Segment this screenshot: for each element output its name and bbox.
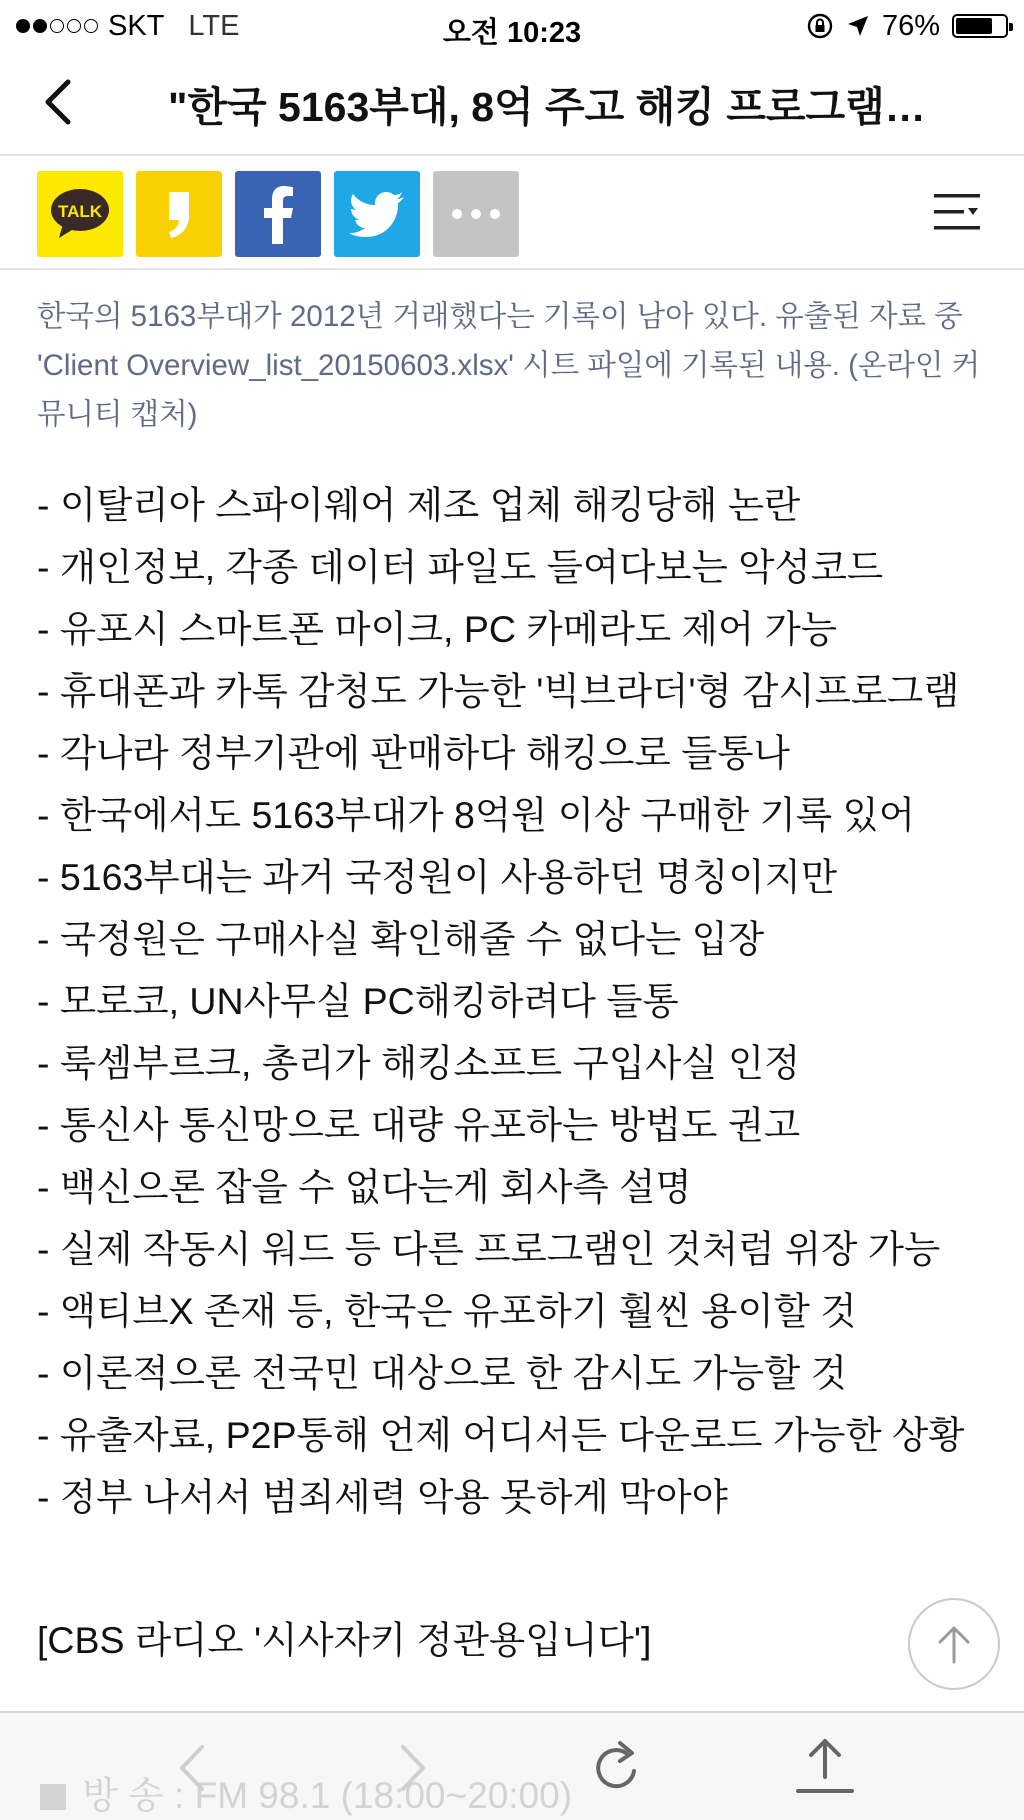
chevron-left-icon — [160, 1733, 230, 1803]
list-item: - 한국에서도 5163부대가 8억원 이상 구매한 기록 있어 — [37, 794, 915, 836]
list-item: - 정부 나서서 범죄세력 악용 못하게 막아야 — [37, 1476, 728, 1518]
chevron-left-icon — [30, 72, 90, 132]
list-item: - 개인정보, 각종 데이터 파일도 들여다보는 악성코드 — [37, 546, 884, 588]
rotation-lock-icon — [806, 12, 834, 40]
browser-forward-button[interactable] — [375, 1733, 445, 1803]
kakaotalk-share-button[interactable] — [37, 171, 123, 257]
facebook-icon — [258, 184, 298, 244]
kakaotalk-icon — [49, 186, 111, 242]
battery-icon — [952, 14, 1008, 38]
more-dots-icon — [451, 208, 501, 220]
list-item: - 5163부대는 과거 국정원이 사용하던 명칭이지만 — [37, 856, 838, 898]
summary-list — [37, 474, 1022, 1528]
list-item: - 휴대폰과 카톡 감청도 가능한 '빅브라더'형 감시프로그램 — [37, 670, 960, 712]
signal-strength-icon — [16, 19, 98, 33]
broadcast-info: 방 송 : FM 98.1 (18:00~20:00) — [82, 1775, 573, 1816]
program-credit: [CBS 라디오 '시사자키 정관용입니다'] — [37, 1619, 652, 1661]
back-button[interactable] — [30, 72, 90, 132]
status-left — [0, 10, 239, 43]
list-item: - 이탈리아 스파이웨어 제조 업체 해킹당해 논란 — [37, 484, 801, 526]
browser-toolbar — [0, 1711, 1024, 1820]
clock: 오전 10:23 — [442, 17, 582, 49]
list-item: - 각나라 정부기관에 판매하다 해킹으로 들통나 — [37, 732, 790, 774]
scroll-to-top-button[interactable] — [908, 1598, 1000, 1690]
kakaostory-icon — [159, 186, 199, 242]
status-bar — [0, 0, 1024, 52]
twitter-share-button[interactable] — [334, 171, 420, 257]
facebook-share-button[interactable] — [235, 171, 321, 257]
list-item: - 이론적으론 전국민 대상으로 한 감시도 가능할 것 — [37, 1352, 847, 1394]
kakaostory-share-button[interactable] — [136, 171, 222, 257]
list-item: - 국정원은 구매사실 확인해줄 수 없다는 입장 — [37, 918, 765, 960]
location-arrow-icon — [846, 14, 870, 38]
list-item: - 모로코, UN사무실 PC해킹하려다 들통 — [37, 980, 679, 1022]
battery-percent: 76% — [881, 9, 940, 42]
menu-dropdown-icon — [930, 186, 990, 238]
list-item: - 액티브X 존재 등, 한국은 유포하기 훨씬 용이할 것 — [37, 1290, 857, 1332]
share-action-button[interactable] — [790, 1733, 860, 1803]
more-share-button[interactable] — [433, 171, 519, 257]
browser-back-button[interactable] — [160, 1733, 230, 1803]
list-item: - 백신으론 잡을 수 없다는게 회사측 설명 — [37, 1166, 692, 1208]
article-text-behind-toolbar — [40, 1765, 572, 1819]
list-item: - 유포시 스마트폰 마이크, PC 카메라도 제어 가능 — [37, 608, 837, 650]
twitter-bird-icon — [349, 191, 405, 237]
reload-icon — [582, 1733, 652, 1803]
chevron-right-icon — [375, 1733, 445, 1803]
arrow-up-icon — [932, 1622, 976, 1666]
list-item: - 유출자료, P2P통해 언제 어디서든 다운로드 가능한 상황 — [37, 1414, 965, 1456]
kakaotalk-label: TALK — [57, 202, 103, 221]
list-item: - 룩셈부르크, 총리가 해킹소프트 구입사실 인정 — [37, 1042, 801, 1084]
reload-button[interactable] — [582, 1733, 652, 1803]
image-caption: 한국의 5163부대가 2012년 거래했다는 기록이 남아 있다. 유출된 자료 중 'Client Overview_list_20150603.xlsx' 시트 파일에 기록된 내용. (온라인 커뮤니티 캡처) — [37, 300, 981, 431]
status-right — [806, 10, 1024, 43]
menu-button[interactable] — [930, 186, 990, 238]
share-bar — [0, 156, 1024, 270]
page-title: "한국 5163부대, 8억 주고 해킹 프로그램… — [168, 84, 926, 130]
navigation-bar — [0, 52, 1024, 156]
share-up-icon — [790, 1733, 860, 1803]
list-item: - 실제 작동시 워드 등 다른 프로그램인 것처럼 위장 가능 — [37, 1228, 941, 1270]
carrier-label: SKT — [108, 9, 165, 42]
list-item: - 통신사 통신망으로 대량 유포하는 방법도 권고 — [37, 1104, 801, 1146]
network-label: LTE — [188, 9, 240, 42]
